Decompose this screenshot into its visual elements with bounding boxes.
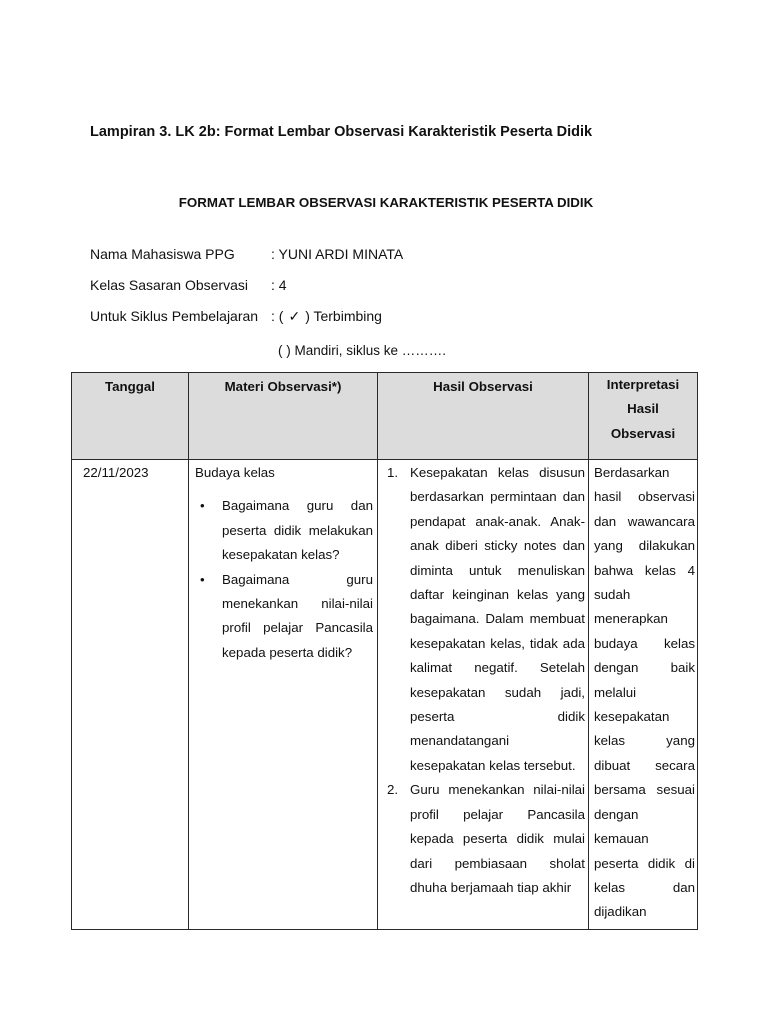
list-item: • Bagaimana guru dan peserta didik melakukan kesepakatan kelas? (195, 494, 373, 567)
nama-value: : YUNI ARDI MINATA (271, 246, 404, 262)
table-header-row (72, 373, 698, 460)
mandiri-option: ( ) Mandiri, siklus ke ………. (278, 343, 447, 358)
header-materi: Materi Observasi*) (189, 373, 378, 460)
nama-label: Nama Mahasiswa PPG (90, 246, 235, 262)
checkmark-icon: ✓ (288, 308, 301, 324)
header-tanggal: Tanggal (72, 373, 189, 460)
kelas-value: : 4 (271, 277, 287, 293)
page-heading: Lampiran 3. LK 2b: Format Lembar Observasi Karakteristik Peserta Didik (90, 124, 593, 140)
materi-list (195, 494, 373, 665)
siklus-label: Untuk Siklus Pembelajaran (90, 308, 259, 324)
list-item: 1. Kesepakatan kelas disusun berdasarkan permintaan dan pendapat anak-anak. Anak-anak diberi sticky notes dan diminta untuk menuliskan daftar keinginan kelas yang bagaimana. Dalam membuat kesepakatan kelas, tidak ada kalimat negatif. Setelah kesepakatan sudah jadi, peserta didik menandatangani kesepakatan kelas tersebut. (387, 465, 585, 773)
cell-hasil (378, 460, 589, 930)
observation-table (71, 372, 698, 930)
hasil-list (378, 461, 585, 900)
cell-materi (189, 460, 378, 930)
kelas-label: Kelas Sasaran Observasi (90, 277, 248, 293)
form-title: FORMAT LEMBAR OBSERVASI KARAKTERISTIK PESERTA DIDIK (178, 195, 594, 210)
siklus-value (271, 308, 382, 325)
header-interpretasi: Interpretasi Hasil Observasi (589, 373, 698, 460)
interpretasi-text: Berdasarkan hasil observasi dan wawancara yang dilakukan bahwa kelas 4 sudah menerapkan budaya kelas dengan baik melalui kesepakatan kelas yang dibuat secara bersama sesuai dengan kemauan peserta didik di kelas dan dijadikan (594, 465, 695, 920)
bullet-icon: • (200, 571, 205, 587)
tanggal-value: 22/11/2023 (83, 465, 149, 480)
cell-tanggal (72, 460, 189, 930)
list-item: • Bagaimana guru menekankan nilai-nilai profil pelajar Pancasila kepada peserta didik? (195, 568, 373, 666)
header-hasil: Hasil Observasi (378, 373, 589, 460)
list-item: 2. Guru menekankan nilai-nilai profil pelajar Pancasila kepada peserta didik mulai dari pembiasaan sholat dhuha berjamaah tiap akhir (387, 782, 585, 895)
siklus-option: ) Terbimbing (305, 308, 382, 324)
siklus-prefix: : ( (271, 308, 284, 324)
cell-interpretasi (589, 460, 698, 930)
table-row (72, 460, 698, 930)
bullet-icon: • (200, 498, 205, 514)
materi-topic: Budaya kelas (195, 465, 275, 480)
